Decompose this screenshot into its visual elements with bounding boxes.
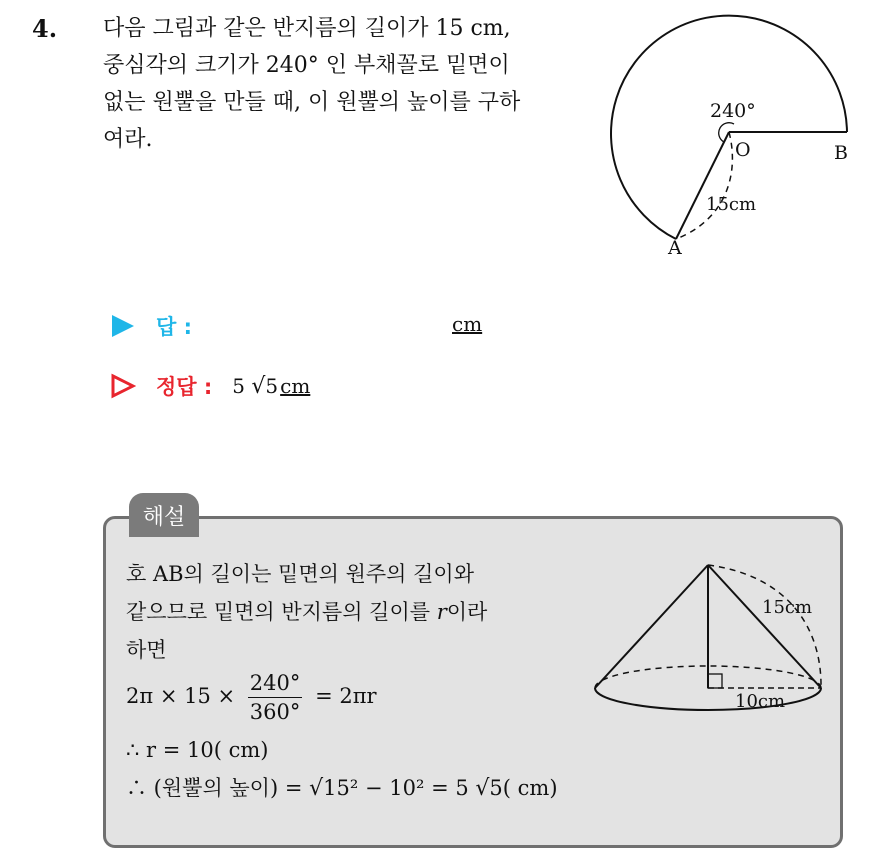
question-line-3: 없는 원뿔을 만들 때, 이 원뿔의 높이를 구하	[103, 90, 521, 115]
correct-unit: cm	[280, 373, 311, 398]
point-b-label: B	[834, 142, 848, 164]
question-line-4: 여라.	[103, 127, 153, 152]
explanation-text	[126, 555, 606, 808]
eq-left: 2π × 15 ×	[126, 684, 236, 708]
expl-line-6c: ( cm)	[502, 776, 558, 800]
fraction-numerator: 240°	[248, 669, 303, 698]
expl-line-3: 하면	[126, 638, 167, 662]
sqrt-sign: √	[309, 776, 324, 801]
outline-triangle-icon	[110, 373, 136, 399]
angle-label: 240°	[710, 100, 756, 122]
expl-line-6b: = 5	[424, 776, 476, 800]
eq-right: = 2πr	[315, 684, 377, 708]
answer-row	[110, 310, 192, 342]
sqrt-sign: √	[251, 373, 266, 399]
radius-label: 15cm	[706, 194, 757, 215]
expl-line-1: 호 AB의 길이는 밑면의 원주의 길이와	[126, 562, 474, 586]
expl-radicand: 15² − 10²	[323, 776, 425, 800]
expl-line-5: ∴ r = 10( cm)	[126, 738, 269, 762]
cone-figure	[590, 555, 830, 725]
sector-figure	[600, 10, 870, 270]
correct-answer-value	[232, 374, 310, 399]
correct-answer-label: 정답 :	[156, 375, 213, 399]
base-front	[595, 688, 821, 710]
expl-radicand-2: 5	[489, 776, 503, 800]
fraction-denominator: 360°	[249, 700, 301, 724]
center-label: O	[735, 139, 751, 161]
sqrt-sign: √	[475, 776, 490, 801]
expl-var-r: r	[436, 600, 447, 624]
point-a-label: A	[668, 237, 682, 259]
expl-line-6a: ∴ (원뿔의 높이) =	[126, 776, 310, 800]
radius-label-cone: 10cm	[735, 691, 786, 712]
expl-line-6	[126, 769, 606, 808]
answer-label: 답 :	[156, 315, 192, 339]
question-line-2: 중심각의 크기가 240° 인 부채꼴로 밑면이	[103, 53, 510, 78]
fraction	[248, 669, 303, 726]
filled-triangle-icon	[110, 313, 136, 339]
right-angle-mark	[708, 674, 722, 688]
expl-line-2b: 이라	[446, 600, 488, 624]
correct-answer-row	[110, 370, 310, 402]
correct-radicand: 5	[265, 373, 279, 398]
correct-coef: 5	[232, 373, 246, 398]
expl-line-2a: 같으므로 밑면의 반지름의 길이를	[126, 600, 437, 624]
expl-line-2	[126, 593, 606, 631]
question-line-1: 다음 그림과 같은 반지름의 길이가 15 cm,	[103, 16, 511, 41]
question-number: 4.	[32, 14, 58, 43]
answer-unit: cm	[452, 312, 483, 336]
question-text	[103, 10, 603, 158]
slant-left	[595, 565, 708, 688]
explanation-tag: 해설	[129, 493, 199, 537]
expl-equation	[126, 669, 606, 731]
slant-label: 15cm	[762, 597, 813, 618]
